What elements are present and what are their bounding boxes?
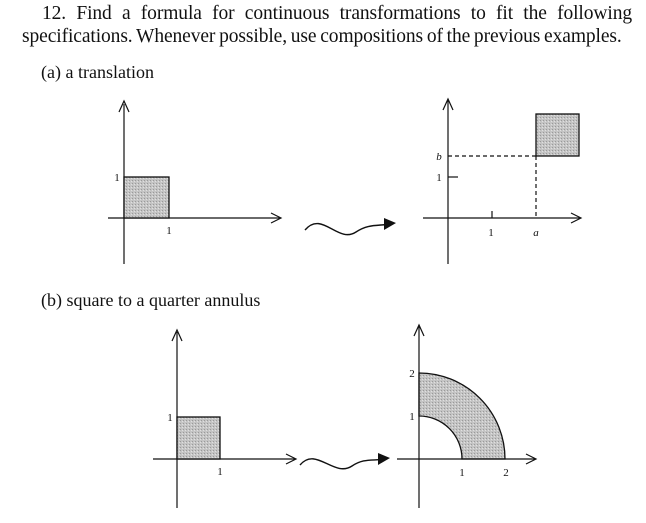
problem-text-1: Find a formula for continuous transformations to fit the following <box>76 3 632 24</box>
x-tick-1: 1 <box>488 227 494 239</box>
part-b-left-plot <box>153 330 296 508</box>
transform-arrow-b <box>300 453 390 469</box>
x-tick-1: 1 <box>217 466 223 478</box>
y-tick-b: b <box>436 151 442 163</box>
unit-square <box>177 417 220 459</box>
x-tick-a: a <box>533 227 539 239</box>
part-b-label: (b) square to a quarter annulus <box>41 290 261 310</box>
y-tick-1: 1 <box>167 412 173 424</box>
translated-square <box>536 114 579 156</box>
part-b-right-plot <box>397 325 536 508</box>
problem-number: 12. <box>42 3 67 24</box>
problem-line-2: specifications. Whenever possible, use compositions of the previous examples. <box>22 26 622 47</box>
y-tick-2: 2 <box>409 368 415 380</box>
transform-arrow-a <box>305 218 396 235</box>
x-tick-1: 1 <box>166 225 172 237</box>
part-a-right-plot <box>423 99 581 264</box>
y-tick-1: 1 <box>114 172 120 184</box>
x-tick-2: 2 <box>503 467 509 479</box>
x-tick-1: 1 <box>459 467 465 479</box>
y-tick-1: 1 <box>409 411 415 423</box>
y-tick-1: 1 <box>436 172 442 184</box>
part-a-left-plot <box>108 101 281 264</box>
unit-square <box>124 177 169 218</box>
part-a-label: (a) a translation <box>41 62 154 82</box>
quarter-annulus <box>419 373 505 459</box>
